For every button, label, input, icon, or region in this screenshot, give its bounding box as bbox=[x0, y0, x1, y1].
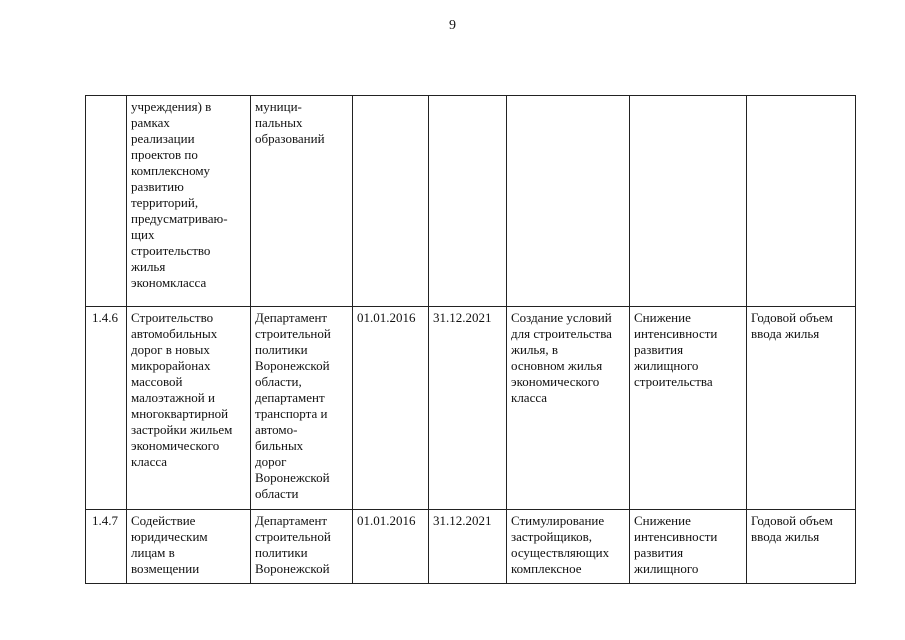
measure-name: Строительство автомобильных дорог в новых микрорайонах массовой малоэтажной и многоквартирной застройки жильем экономического класса bbox=[127, 307, 251, 510]
measure-name: учреждения) в рамках реализации проектов по комплексному развитию территорий, предусматриваю- щих строительство жилья экономкласса bbox=[127, 96, 251, 307]
non-implementation-consequence bbox=[630, 96, 747, 307]
start-date: 01.01.2016 bbox=[353, 307, 429, 510]
table-row bbox=[86, 96, 856, 307]
responsible-executor: Департамент строительной политики Воронежской bbox=[251, 510, 353, 584]
related-indicator bbox=[747, 96, 856, 307]
related-indicator: Годовой объем ввода жилья bbox=[747, 510, 856, 584]
non-implementation-consequence: Снижение интенсивности развития жилищного bbox=[630, 510, 747, 584]
table-row bbox=[86, 307, 856, 510]
start-date bbox=[353, 96, 429, 307]
expected-result: Создание условий для строительства жилья, в основном жилья экономического класса bbox=[507, 307, 630, 510]
expected-result bbox=[507, 96, 630, 307]
program-measures-table bbox=[85, 95, 856, 584]
table-row bbox=[86, 510, 856, 584]
page-number: 9 bbox=[449, 18, 456, 33]
row-number bbox=[86, 96, 127, 307]
end-date: 31.12.2021 bbox=[429, 307, 507, 510]
responsible-executor: Департамент строительной политики Воронежской области, департамент транспорта и автомо- бильных дорог Воронежской области bbox=[251, 307, 353, 510]
row-number: 1.4.7 bbox=[86, 510, 127, 584]
non-implementation-consequence: Снижение интенсивности развития жилищного строительства bbox=[630, 307, 747, 510]
end-date bbox=[429, 96, 507, 307]
responsible-executor: муници- пальных образований bbox=[251, 96, 353, 307]
related-indicator: Годовой объем ввода жилья bbox=[747, 307, 856, 510]
start-date: 01.01.2016 bbox=[353, 510, 429, 584]
expected-result: Стимулирование застройщиков, осуществляющих комплексное bbox=[507, 510, 630, 584]
measure-name: Содействие юридическим лицам в возмещении bbox=[127, 510, 251, 584]
row-number: 1.4.6 bbox=[86, 307, 127, 510]
end-date: 31.12.2021 bbox=[429, 510, 507, 584]
